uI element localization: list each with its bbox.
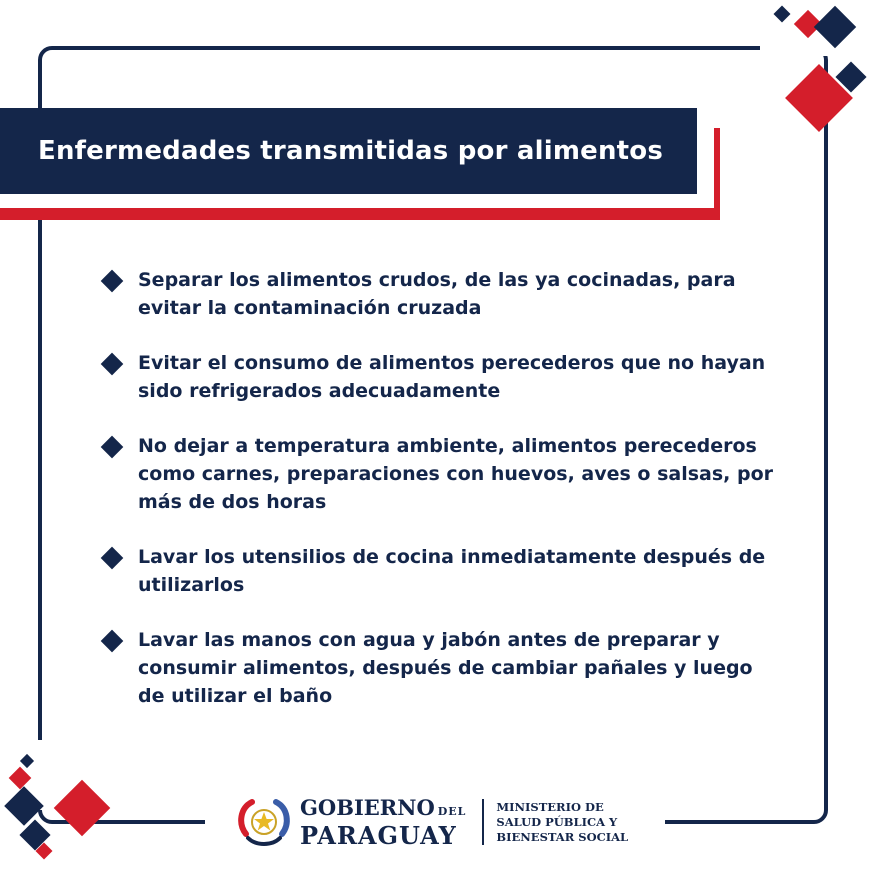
gov-name-line2: PARAGUAY bbox=[300, 821, 457, 850]
list-item bbox=[100, 349, 780, 405]
list-item-text: Separar los alimentos crudos, de las ya cocinadas, para evitar la contaminación cruzada bbox=[138, 269, 736, 319]
list-item bbox=[100, 626, 780, 710]
diamond-bullet-icon bbox=[101, 547, 124, 570]
title-banner bbox=[0, 108, 697, 194]
diamond-bullet-icon bbox=[101, 630, 124, 653]
tips-list bbox=[100, 266, 780, 737]
decor-square bbox=[9, 767, 32, 790]
gov-name-del: DEL bbox=[437, 805, 467, 818]
decor-square bbox=[774, 6, 791, 23]
list-item-text: No dejar a temperatura ambiente, alimentos perecederos como carnes, preparaciones con huevos, aves o salsas, por más de dos horas bbox=[138, 435, 774, 513]
gov-name-line1: GOBIERNO bbox=[300, 795, 435, 820]
list-item-text: Lavar las manos con agua y jabón antes de preparar y consumir alimentos, después de cambiar pañales y luego de utilizar el baño bbox=[138, 629, 753, 707]
ministry-line: BIENESTAR SOCIAL bbox=[496, 829, 629, 844]
government-logo bbox=[236, 792, 628, 852]
logo-divider bbox=[482, 799, 484, 845]
page-title: Enfermedades transmitidas por alimentos bbox=[38, 136, 664, 166]
paraguay-seal-icon bbox=[236, 794, 292, 850]
ministry-name bbox=[496, 800, 628, 845]
ministry-line: MINISTERIO DE bbox=[496, 799, 604, 814]
ministry-line: SALUD PÚBLICA Y bbox=[496, 814, 618, 829]
diamond-bullet-icon bbox=[101, 353, 124, 376]
list-item bbox=[100, 543, 780, 599]
diamond-bullet-icon bbox=[101, 436, 124, 459]
diamond-bullet-icon bbox=[101, 270, 124, 293]
list-item-text: Lavar los utensilios de cocina inmediatamente después de utilizarlos bbox=[138, 546, 766, 596]
list-item bbox=[100, 432, 780, 516]
list-item bbox=[100, 266, 780, 322]
list-item-text: Evitar el consumo de alimentos perecederos que no hayan sido refrigerados adecuadamente bbox=[138, 352, 766, 402]
